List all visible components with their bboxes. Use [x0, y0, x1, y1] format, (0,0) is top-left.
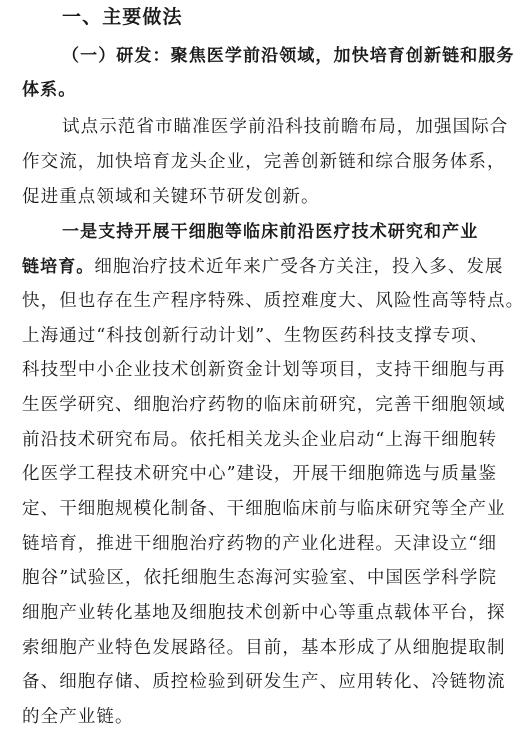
section1-line-2 — [22, 256, 504, 278]
body-line: 生医学研究、细胞治疗药物的临床前研究，完善干细胞领域 — [22, 395, 506, 415]
subsection-heading-line-2: 体系。 — [22, 80, 77, 100]
intro-line: 促进重点领域和关键环节研发创新。 — [22, 187, 320, 207]
section1-bold-lead: 链培育。 — [22, 257, 95, 277]
body-line: 前沿技术研究布局。依托相关龙头企业启动“上海干细胞转 — [22, 430, 498, 450]
body-line: 科技型中小企业技术创新资金计划等项目，支持干细胞与再 — [22, 360, 506, 380]
body-line: 胞谷”试验区，依托细胞生态海河实验室、中国医学科学院 — [22, 568, 498, 588]
subsection-heading-line-1: （一）研发：聚焦医学前沿领域，加快培育创新链和服务 — [62, 46, 515, 66]
body-line: 细胞产业转化基地及细胞技术创新中心等重点载体平台，探 — [22, 603, 506, 623]
section-heading: 一、主要做法 — [62, 6, 183, 28]
body-line: 链培育，推进干细胞治疗药物的产业化进程。天津设立“细 — [22, 534, 498, 554]
body-line: 索细胞产业特色发展路径。目前，基本形成了从细胞提取制 — [22, 638, 506, 658]
body-line: 化医学工程技术研究中心”建设，开展干细胞筛选与质量鉴 — [22, 464, 498, 484]
body-line: 上海通过“科技创新行动计划”、生物医药科技支撑专项、 — [22, 326, 489, 346]
section1-line-2-rest: 细胞治疗技术近年来广受各方关注，投入多、发展 — [94, 257, 504, 277]
intro-line: 试点示范省市瞄准医学前沿科技前瞻布局，加强国际合 — [62, 117, 509, 137]
body-line: 备、细胞存储、质控检验到研发生产、应用转化、冷链物流 — [22, 672, 506, 692]
intro-line: 作交流，加快培育龙头企业，完善创新链和综合服务体系， — [22, 152, 506, 172]
body-line: 定、干细胞规模化制备、干细胞临床前与临床研究等全产业 — [22, 499, 506, 519]
body-line: 的全产业链。 — [22, 707, 134, 727]
section1-bold-line-1: 一是支持开展干细胞等临床前沿医疗技术研究和产业 — [62, 222, 479, 242]
body-line: 快，但也存在生产程序特殊、质控难度大、风险性高等特点。 — [22, 291, 525, 311]
